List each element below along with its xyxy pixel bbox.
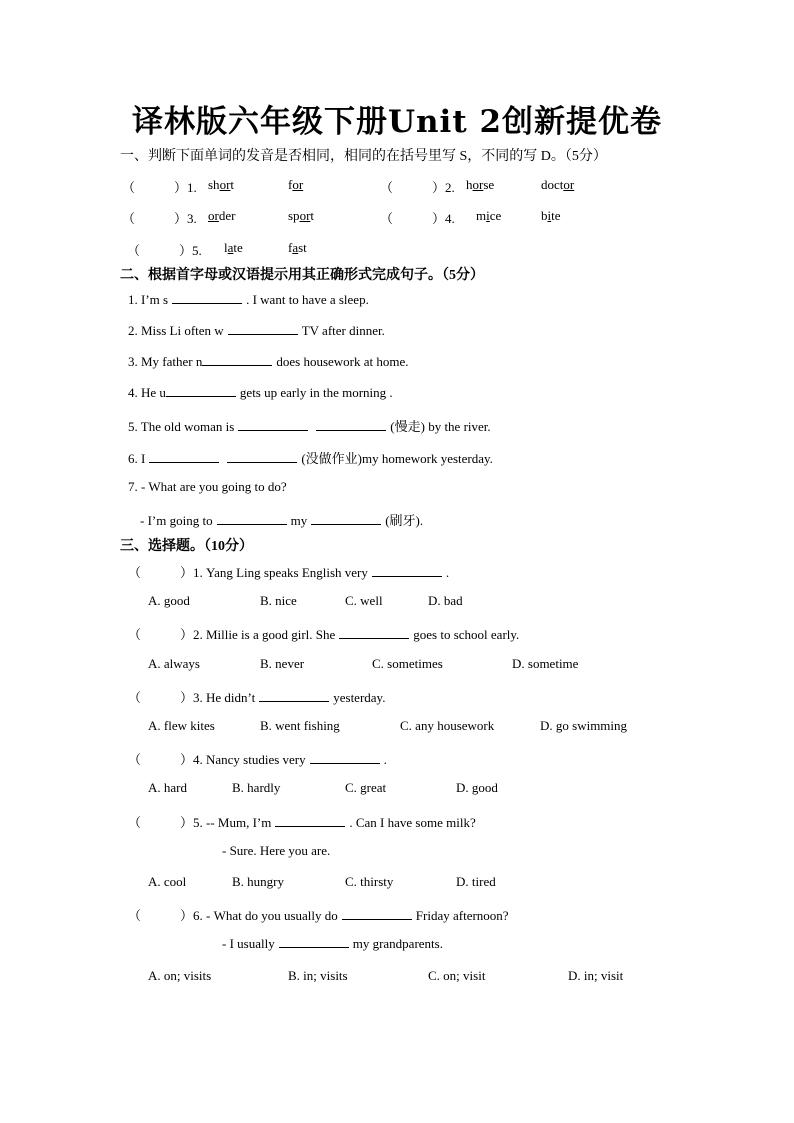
s1-item3-number: （ ）3. (122, 211, 197, 226)
s1-item3-word1: order (208, 208, 236, 223)
s1-item1-word1: short (208, 177, 235, 192)
s3-q5-option-d: D. tired (456, 874, 496, 889)
s1-item3-word2: sport (288, 208, 315, 223)
answer-blank[interactable] (172, 292, 242, 304)
s3-question-6: （ ）6. - What do you usually do Friday afternoon? (128, 908, 509, 923)
answer-blank[interactable] (217, 513, 287, 525)
answer-blank[interactable] (310, 752, 380, 764)
s1-item5-word2: fast (288, 240, 307, 255)
answer-blank[interactable] (228, 323, 298, 335)
s1-item5-number: （ ）5. (127, 243, 202, 258)
answer-blank[interactable] (372, 565, 442, 577)
s3-q2-option-b: B. never (260, 656, 305, 671)
answer-blank[interactable] (275, 815, 345, 827)
s3-q4-option-d: D. good (456, 780, 498, 795)
answer-blank[interactable] (202, 354, 272, 366)
s3-q2-option-a: A. always (148, 656, 200, 671)
s3-q4-option-b: B. hardly (232, 780, 281, 795)
s2-sentence-1: 1. I’m s . I want to have a sleep. (128, 292, 369, 307)
s2-sentence-7-reply: - I’m going to my (刷牙). (140, 513, 424, 528)
s2-sentence-6: 6. I (没做作业)my homework yesterday. (128, 451, 493, 466)
s3-question-5: （ ）5. -- Mum, I’m . Can I have some milk? (128, 815, 476, 830)
section1-heading: 一、判断下面单词的发音是否相同，相同的在括号里写 S，不同的写 D。（5分） (120, 149, 607, 164)
answer-blank[interactable] (227, 451, 297, 463)
s2-sentence-4: 4. He u gets up early in the morning . (128, 385, 393, 400)
s3-q1-option-a: A. good (148, 593, 190, 608)
s3-question-4: （ ）4. Nancy studies very . (128, 752, 387, 767)
s3-q3-option-c: C. any housework (400, 718, 495, 733)
s3-q5-option-b: B. hungry (232, 874, 284, 889)
s3-q4-option-c: C. great (345, 780, 387, 795)
s3-q2-option-d: D. sometime (512, 656, 579, 671)
answer-blank[interactable] (316, 419, 386, 431)
answer-blank[interactable] (311, 513, 381, 525)
answer-blank[interactable] (166, 385, 236, 397)
answer-blank[interactable] (259, 690, 329, 702)
s1-item4-word1: mice (476, 208, 502, 223)
answer-blank[interactable] (342, 908, 412, 920)
s3-q5-option-c: C. thirsty (345, 874, 394, 889)
s1-item1-number: （ ）1. (122, 180, 197, 195)
s3-q6-option-d: D. in; visit (568, 968, 624, 983)
s2-sentence-2: 2. Miss Li often w TV after dinner. (128, 323, 385, 338)
s1-item4-word2: bite (541, 208, 561, 223)
s1-item2-number: （ ）2. (380, 180, 455, 195)
s3-q3-option-b: B. went fishing (260, 718, 340, 733)
s2-sentence-3: 3. My father n does housework at home. (128, 354, 409, 369)
s3-q3-option-d: D. go swimming (540, 718, 628, 733)
s1-item4-number: （ ）4. (380, 211, 455, 226)
s3-q1-option-d: D. bad (428, 593, 463, 608)
s1-item2-word1: horse (466, 177, 495, 192)
s3-q5-option-a: A. cool (148, 874, 187, 889)
s3-q2-option-c: C. sometimes (372, 656, 443, 671)
s3-question-3: （ ）3. He didn’t yesterday. (128, 690, 386, 705)
s1-item1-word2: for (288, 177, 304, 192)
s3-q1-option-b: B. nice (260, 593, 297, 608)
section3-heading: 三、选择题。（10分） (120, 539, 253, 554)
answer-blank[interactable] (279, 936, 349, 948)
s3-q6-option-a: A. on; visits (148, 968, 212, 983)
s1-item5-word1: late (224, 240, 243, 255)
page-title: 译林版六年级下册Unit 2创新提优卷 (131, 104, 663, 140)
s3-q6-reply: - I usually my grandparents. (222, 936, 443, 951)
s3-question-1: （ ）1. Yang Ling speaks English very . (128, 565, 450, 580)
section2-heading: 二、根据首字母或汉语提示用其正确形式完成句子。（5分） (120, 268, 484, 283)
s3-q1-option-c: C. well (345, 593, 383, 608)
s3-q3-option-a: A. flew kites (148, 718, 215, 733)
s2-sentence-7: 7. - What are you going to do? (128, 479, 287, 494)
answer-blank[interactable] (339, 627, 409, 639)
answer-blank[interactable] (149, 451, 219, 463)
answer-blank[interactable] (238, 419, 308, 431)
s3-q4-option-a: A. hard (148, 780, 187, 795)
s3-question-2: （ ）2. Millie is a good girl. She goes to school early. (128, 627, 520, 642)
s3-q6-option-b: B. in; visits (288, 968, 348, 983)
s3-q6-option-c: C. on; visit (428, 968, 486, 983)
s1-item2-word2: doctor (541, 177, 575, 192)
s3-q5-reply: - Sure. Here you are. (222, 843, 331, 858)
s2-sentence-5: 5. The old woman is (慢走) by the river. (128, 419, 491, 434)
